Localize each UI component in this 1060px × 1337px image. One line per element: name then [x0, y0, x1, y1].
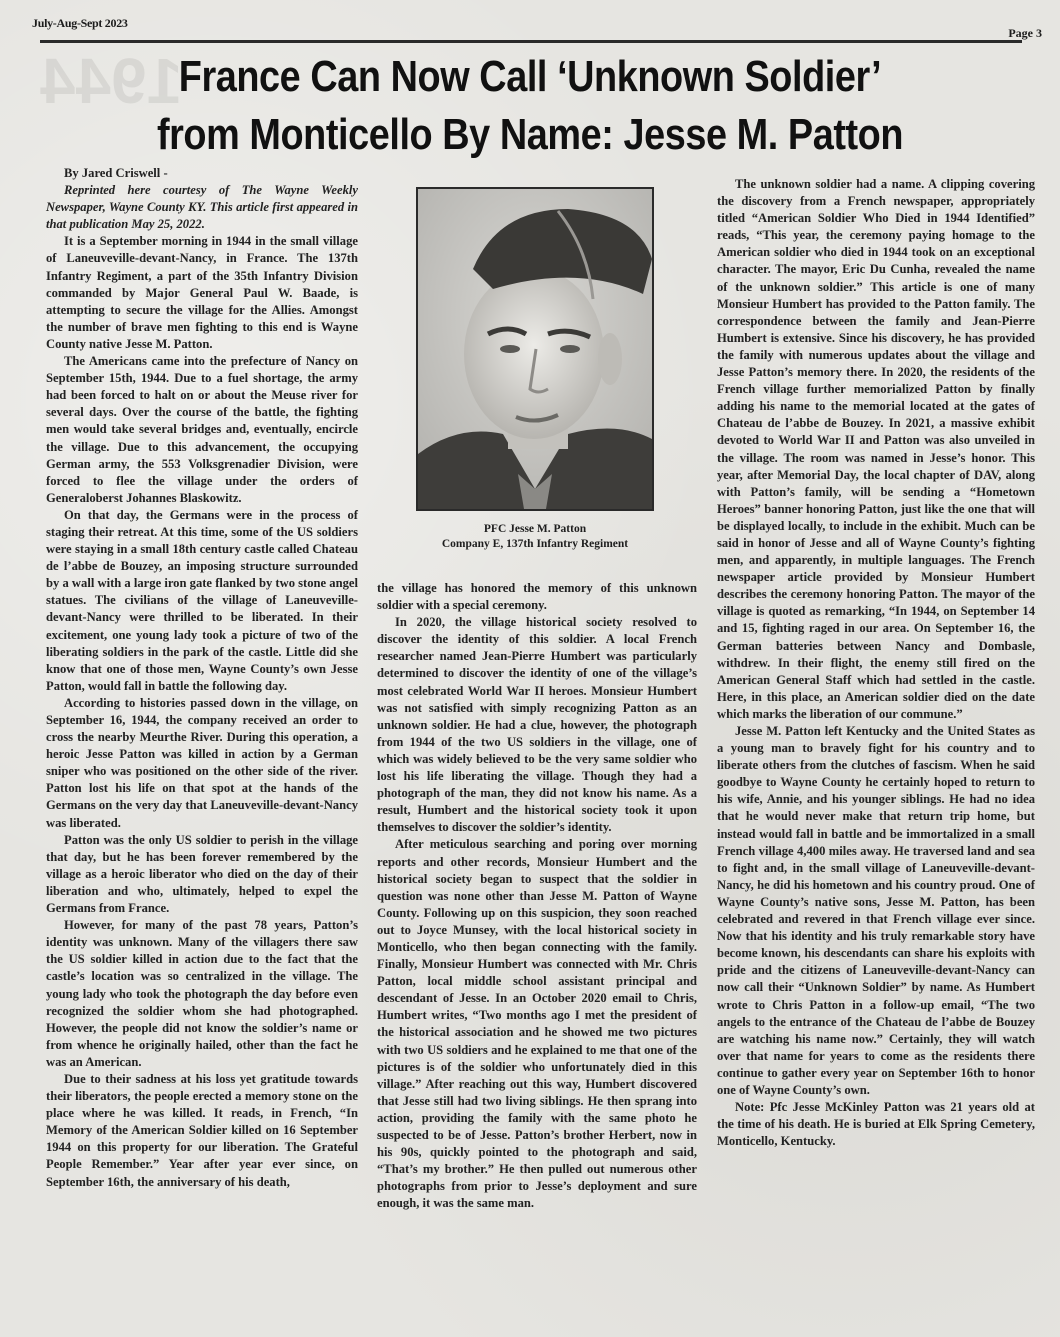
- article-paragraph: Due to their sadness at his loss yet gratitude towards their liberators, the people erected a memory stone on the place where he was killed. It reads, in French, “In Memory of the American Soldier killed on 16 September 1944 on this property for our liberation. The Grateful People Remember.” Year after year ever since, on September 16th, the anniversary of his death,: [46, 1071, 358, 1189]
- headline-line-1: France Can Now Call ‘Unknown Soldier’: [178, 52, 882, 101]
- bleed-through-text: 1944: [40, 45, 183, 117]
- article-paragraph: The unknown soldier had a name. A clipping covering the discovery from a French newspaper, appropriately titled “American Soldier Who Died in 1944 Identified” reads, “This year, the ceremony paying homage to the American soldier who died in 1944 took on an exceptional character. The mayor, Eric Du Cunha, revealed the name of the unknown soldier.” This article is one of many Monsieur Humbert has provided to the Patton family. The correspondence between the family and Jean-Pierre Humbert is extensive. Since his discovery, he has provided the family with numerous updates about the village and Jesse Patton’s memory there. In 2020, the residents of the French village further memorialized Patton by finally adding his name to the memorial located at the gates of Chateau de l’abbe de Bouzey. In 2021, a massive exhibit devoted to World War II and Patton was also unveiled in the village. The room was named in Jesse’s honor. This year, after Memorial Day, the local chapter of DAV, along with Patton’s family, will be sending a “Hometown Heroes” banner honoring Patton, just like the one that will be displayed locally, to include in the exhibit. Much can be said in honor of Jesse and all of Wayne County’s fighting men, and apparently, in multiple languages. The French newspaper article provided by Monsieur Humbert describes the ceremony honoring Patton. The mayor of the village is quoted as remarking, “In 1944, on September 14 and 15, fighting raged in our area. On September 16, the German batteries between Nancy and Dombasle, withdrew. In their flight, the enemy still fired on the American General Staff which had settled in the castle. Here, in this place, an American soldier died on the date which marks the liberation of our commune.”: [717, 177, 1035, 721]
- photo-caption: [400, 522, 670, 552]
- soldier-portrait-photo: [416, 187, 654, 511]
- headline-line-2: from Monticello By Name: Jesse M. Patton: [156, 110, 904, 159]
- column-1-body: [46, 233, 358, 1190]
- headline: [74, 48, 986, 164]
- article-paragraph: According to histories passed down in the village, on September 16, 1944, the company received an order to cross the nearby Meurthe River. During this operation, a heroic Jesse Patton was killed in action by a German sniper who was positioned on the other side of the river. Patton lost his life on that spot at the hands of the Germans on the very day that Laneuveville-devant-Nancy was liberated.: [46, 695, 358, 830]
- page-number: Page 3: [1008, 26, 1042, 40]
- article-column-3: [717, 176, 1035, 1150]
- caption-name: PFC Jesse M. Patton: [483, 523, 587, 535]
- article-paragraph: the village has honored the memory of this unknown soldier with a special ceremony.: [377, 581, 697, 613]
- reprint-credit: Reprinted here courtesy of The Wayne Weekly Newspaper, Wayne County KY. This article first appeared in that publication May 25, 2022.: [46, 183, 358, 232]
- article-column-1: [46, 165, 358, 1191]
- article-paragraph: Note: Pfc Jesse McKinley Patton was 21 years old at the time of his death. He is buried at Elk Spring Cemetery, Monticello, Kentucky.: [717, 1100, 1035, 1149]
- soldier-portrait-icon: [418, 189, 652, 509]
- article-column-2: [377, 580, 697, 1212]
- article-paragraph: Jesse M. Patton left Kentucky and the United States as a young man to bravely fight for his country and to liberate others from the clutches of fascism. When he said goodbye to Wayne County he certainly hoped to return to his wife, Annie, and his younger siblings. He had no idea that he would never make that return trip home, but instead would fall in battle and be immortalized in a small French village 4,400 miles away. He traversed land and sea to fight and, in the small village of Laneuveville-devant-Nancy, he did his hometown and his country proud. One of Wayne County’s native sons, Jesse M. Patton, has been celebrated and revered in that French village ever since. Now that his identity and his truly remarkable story have become known, his descendants can share his exploits with pride and the citizens of Laneuveville-devant-Nancy can now call their “Unknown Soldier” by name. As Humbert wrote to Chris Patton in a follow-up email, “The two angels to the entrance of the Chateau de l’abbe de Bouzey are watching his name now.” Certainly, they will watch over that name for years to come as the residents there continue to gather every year on September 16th to honor one of Wayne County’s own.: [717, 724, 1035, 1097]
- column-2-body: [377, 580, 697, 1212]
- article-paragraph: The Americans came into the prefecture of Nancy on September 15th, 1944. Due to a fuel shortage, the army had been forced to halt on or about the Meuse river for several days. Over the course of the battle, the fighting men would take several bridges and, eventually, encircle the village. Due to this advancement, the occupying German army, the 553 Volksgrenadier Division, were forced to flee the village under the orders of Generaloberst Johannes Blaskowitz.: [46, 354, 358, 505]
- masthead: [32, 14, 1042, 50]
- article-paragraph: However, for many of the past 78 years, Patton’s identity was unknown. Many of the villagers there saw the US soldier killed in action due to the fact that the castle’s location was so centralized in the village. The young lady who took the photograph the day before even recognized the soldier whom she had photographed. However, the people did not know the soldier’s name or from whence he originally hailed, other than the fact he was an American.: [46, 918, 358, 1069]
- article-paragraph: On that day, the Germans were in the process of staging their retreat. At this time, some of the US soldiers were staying in a small 18th century castle called Chateau de l’abbe de Bouzey, an imposing structure surrounded by a wall with a large iron gate flanked by two stone angel statues. The civilians of the village of Laneuveville-devant-Nancy were thrilled to be liberated. In their excitement, one young lady took a picture of two of the liberating soldiers in the park of the castle. Little did she know that one of those men, Wayne County’s own Jesse Patton, would fall in battle the following day.: [46, 507, 358, 693]
- article-paragraph: After meticulous searching and poring over morning reports and other records, Monsieur Humbert and the historical society began to suspect that the soldier in question was none other than Jesse M. Patton of Wayne County. Following up on this suspicion, they soon reached out to Joyce Munsey, with the local historical society in Monticello, who then began connecting with the family. Finally, Monsieur Humbert was connected with Mr. Chris Patton, local middle school assistant principal and descendant of Jesse. In an October 2020 email to Chris, Humbert writes, “Two months ago I met the president of the historical association and he showed me two pictures with two US soldiers and he explained to me that one of the pictures is of the soldier who unfortunately died in this village.” After reaching out this way, Humbert discovered that Jesse still had two living siblings. He then sprang into action, providing the family with the same photo he suspected to be of Jesse. Patton’s brother Herbert, now in his 90s, quickly pointed to the photograph and said, “That’s my brother.” He then pulled out numerous other photographs from prior to Jesse’s deployment and sure enough, it was the same man.: [377, 837, 697, 1211]
- caption-unit: Company E, 137th Infantry Regiment: [441, 538, 629, 550]
- column-3-body: [717, 176, 1035, 1150]
- byline: By Jared Criswell -: [64, 166, 168, 180]
- article-paragraph: Patton was the only US soldier to perish in the village that day, but he has been forever remembered by the village as a heroic liberator who died on the day of their liberation and who, ultimately, helped to expel the Germans from France.: [46, 832, 358, 916]
- article-paragraph: It is a September morning in 1944 in the small village of Laneuveville-devant-Nancy, in France. The 137th Infantry Regiment, a part of the 35th Infantry Division commanded by Major General Paul W. Baade, is attempting to secure the village for the Allies. Amongst the number of brave men fighting to this end is Wayne County native Jesse M. Patton.: [46, 234, 358, 351]
- header-rule: [40, 40, 1022, 43]
- article-paragraph: In 2020, the village historical society resolved to discover the identity of this soldier. A local French researcher named Jean-Pierre Humbert was particularly determined to discover the identity of one of the village’s most celebrated World War II heroes. Monsieur Humbert was not satisfied with simply recognizing Patton as an unknown soldier. He had a clue, however, the photograph from 1944 of the two US soldiers in the village, one of which was widely believed to be the very same soldier who lost his life liberating the village. Though they had a photograph of the man, they did not know his name. As a result, Humbert and the historical society took it upon themselves to discover the soldier’s identity.: [377, 615, 697, 835]
- issue-date: July-Aug-Sept 2023: [32, 16, 128, 30]
